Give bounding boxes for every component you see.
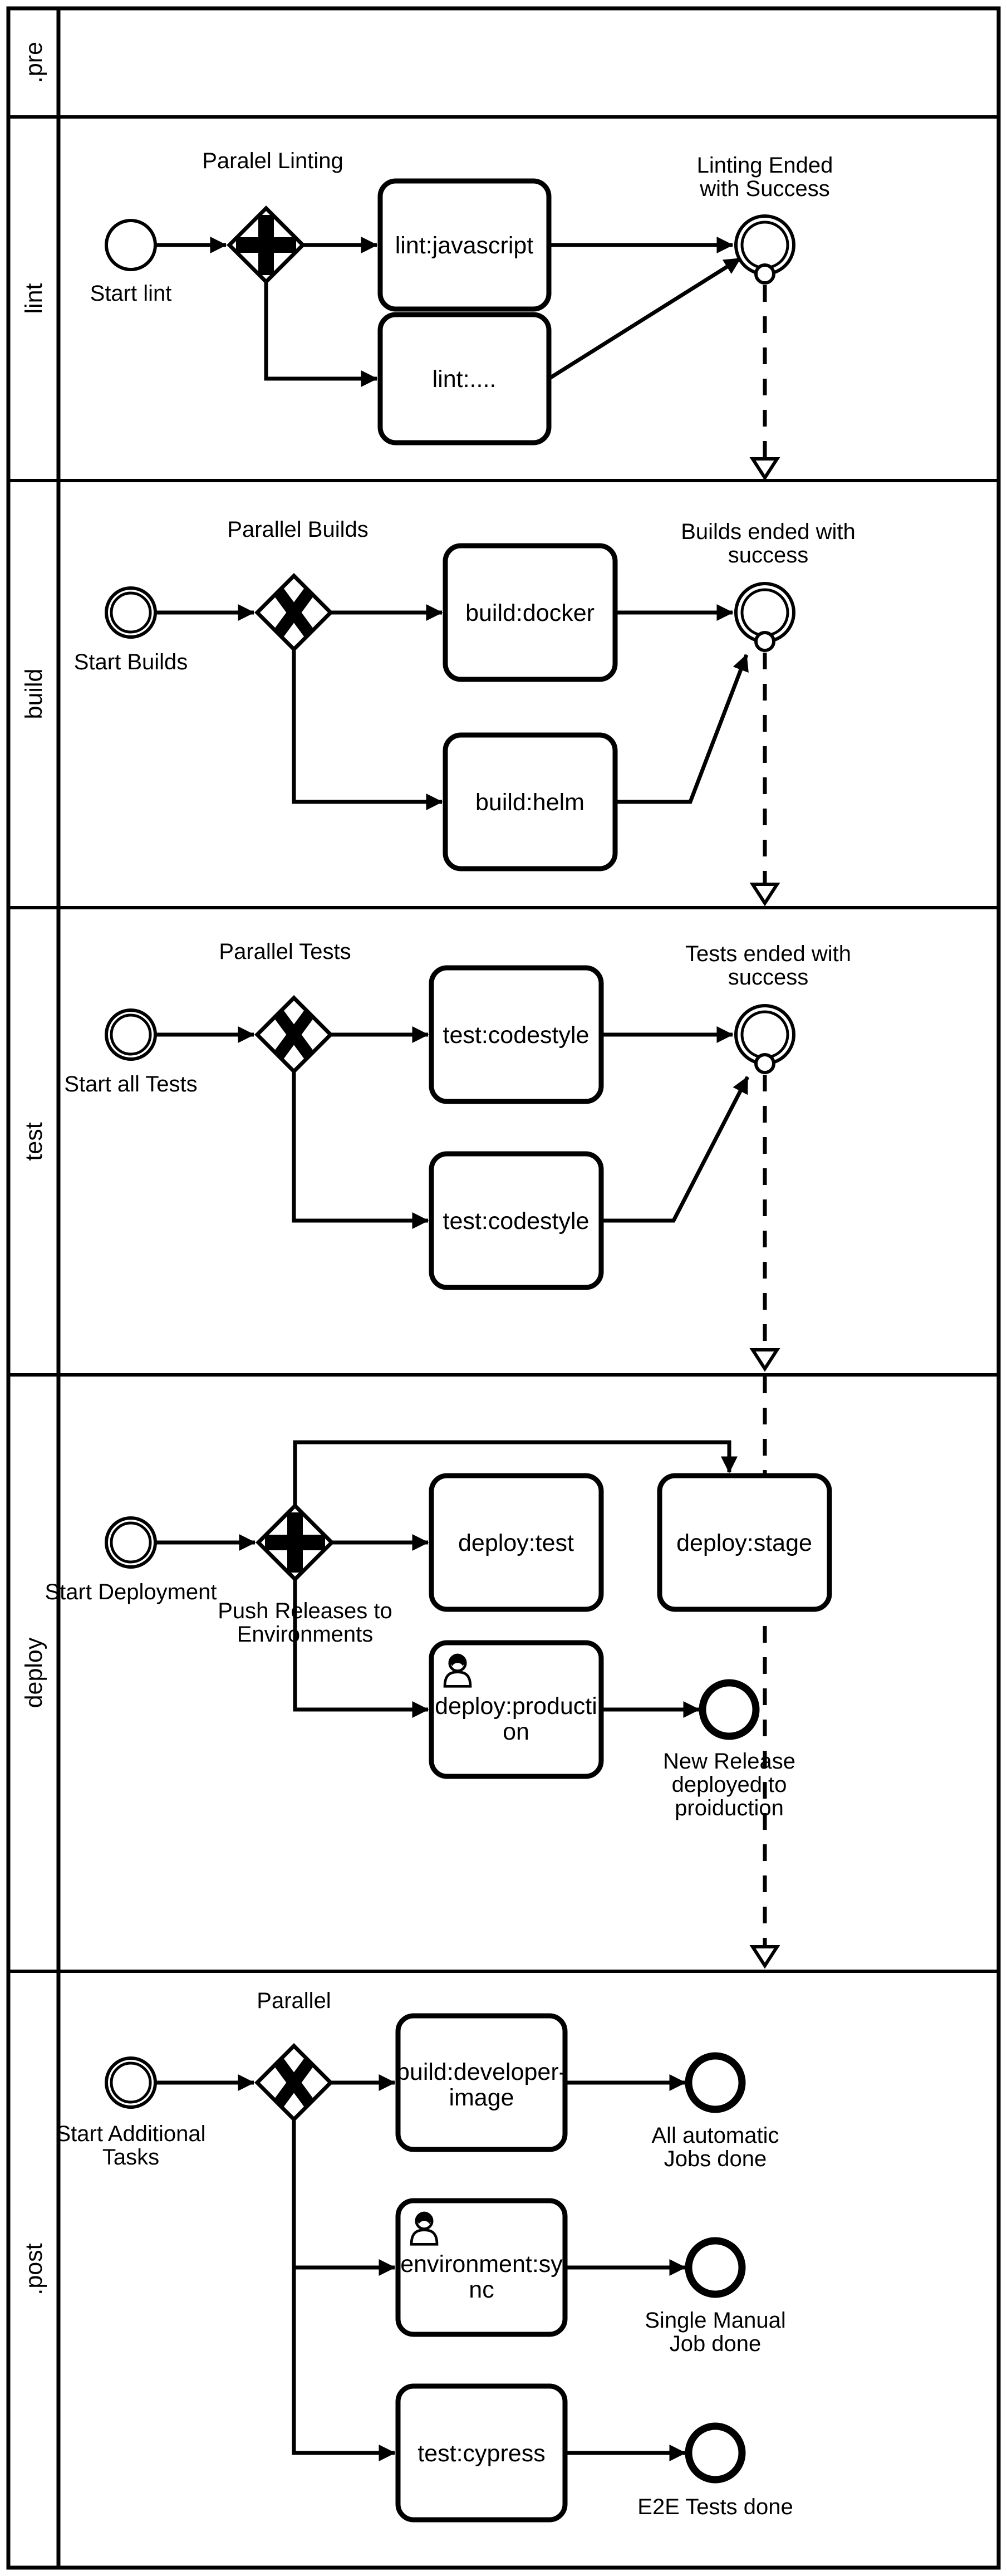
start-event-deploy[interactable] (106, 1518, 155, 1567)
lane-label-post: .post (21, 2243, 47, 2295)
end-event-all-automatic[interactable] (689, 2056, 742, 2109)
end-event-label: success (728, 543, 809, 567)
start-event-label: Start all Tests (64, 1072, 198, 1096)
task-label: nc (469, 2276, 494, 2303)
end-event-label: New Release (663, 1749, 795, 1774)
start-event-test[interactable] (106, 1010, 155, 1059)
task-label: build:helm (475, 789, 584, 816)
end-event-label: proiduction (675, 1796, 784, 1820)
end-event-deploy[interactable] (703, 1683, 756, 1736)
start-event-label: Tasks (102, 2145, 160, 2169)
lane-label-build: build (21, 668, 47, 719)
task-lint-other[interactable] (380, 315, 549, 443)
lane-label-pre: .pre (21, 41, 47, 84)
end-event-label: Job done (669, 2332, 762, 2356)
end-event-single-manual[interactable] (689, 2241, 742, 2294)
task-deploy-stage[interactable] (660, 1476, 829, 1609)
start-event-label: Start Additional (56, 2122, 206, 2146)
start-event-label: Start lint (90, 281, 172, 306)
gateway-label: Parallel Tests (219, 939, 351, 964)
task-label: test:codestyle (443, 1208, 590, 1235)
end-event-label: Single Manual (645, 2308, 786, 2333)
start-event-post[interactable] (106, 2058, 155, 2107)
end-event-e2e[interactable] (689, 2426, 742, 2480)
gateway-label: Push Releases to (218, 1599, 392, 1623)
task-label: image (449, 2084, 514, 2111)
end-event-label: Jobs done (664, 2147, 767, 2171)
end-event-label: All automatic (651, 2123, 779, 2148)
start-event-build[interactable] (106, 588, 155, 637)
task-label: lint:.... (432, 366, 497, 393)
end-event-label: E2E Tests done (637, 2495, 793, 2519)
task-test-codestyle-2[interactable] (431, 1154, 601, 1287)
end-event-label: Builds ended with (681, 520, 856, 544)
task-environment-sync[interactable] (398, 2201, 565, 2334)
end-event-label: deployed to (671, 1772, 787, 1797)
lane-label-lint: lint (21, 283, 47, 314)
task-label: test:codestyle (443, 1022, 590, 1049)
task-test-cypress[interactable] (398, 2386, 565, 2520)
end-event-ball-icon (756, 265, 774, 283)
end-event-label: with Success (700, 177, 830, 201)
task-label: test:cypress (417, 2440, 546, 2467)
end-event-ball-icon (756, 633, 774, 650)
start-event-lint[interactable] (106, 221, 155, 270)
end-event-ball-icon (756, 1055, 774, 1072)
lane-label-deploy: deploy (21, 1637, 47, 1708)
task-test-codestyle-1[interactable] (431, 968, 601, 1101)
task-label: build:docker (465, 600, 595, 626)
gateway-label: Paralel Linting (202, 149, 343, 173)
gateway-label: Parallel (257, 1989, 331, 2013)
lane-label-test: test (21, 1122, 47, 1161)
task-deploy-production[interactable] (431, 1643, 601, 1776)
start-event-label: Start Deployment (45, 1580, 217, 1604)
task-label: on (503, 1718, 529, 1745)
gateway-label: Environments (237, 1622, 374, 1647)
task-label: environment:sy (400, 2251, 563, 2278)
task-label: deploy:producti (435, 1693, 597, 1720)
task-label: lint:javascript (395, 232, 534, 259)
start-event-label: Start Builds (73, 650, 188, 674)
task-label: deploy:stage (676, 1530, 812, 1556)
gateway-label: Parallel Builds (227, 517, 369, 542)
task-lint-javascript[interactable] (380, 181, 549, 309)
task-label: build:developer- (396, 2059, 567, 2085)
end-event-label: Linting Ended (696, 153, 833, 178)
task-label: deploy:test (458, 1530, 574, 1556)
end-event-label: success (728, 965, 809, 990)
task-build-developer-image[interactable] (396, 2016, 567, 2149)
end-event-label: Tests ended with (685, 942, 851, 966)
task-build-helm[interactable] (445, 735, 615, 869)
task-deploy-test[interactable] (431, 1476, 601, 1609)
task-build-docker[interactable] (445, 546, 615, 679)
